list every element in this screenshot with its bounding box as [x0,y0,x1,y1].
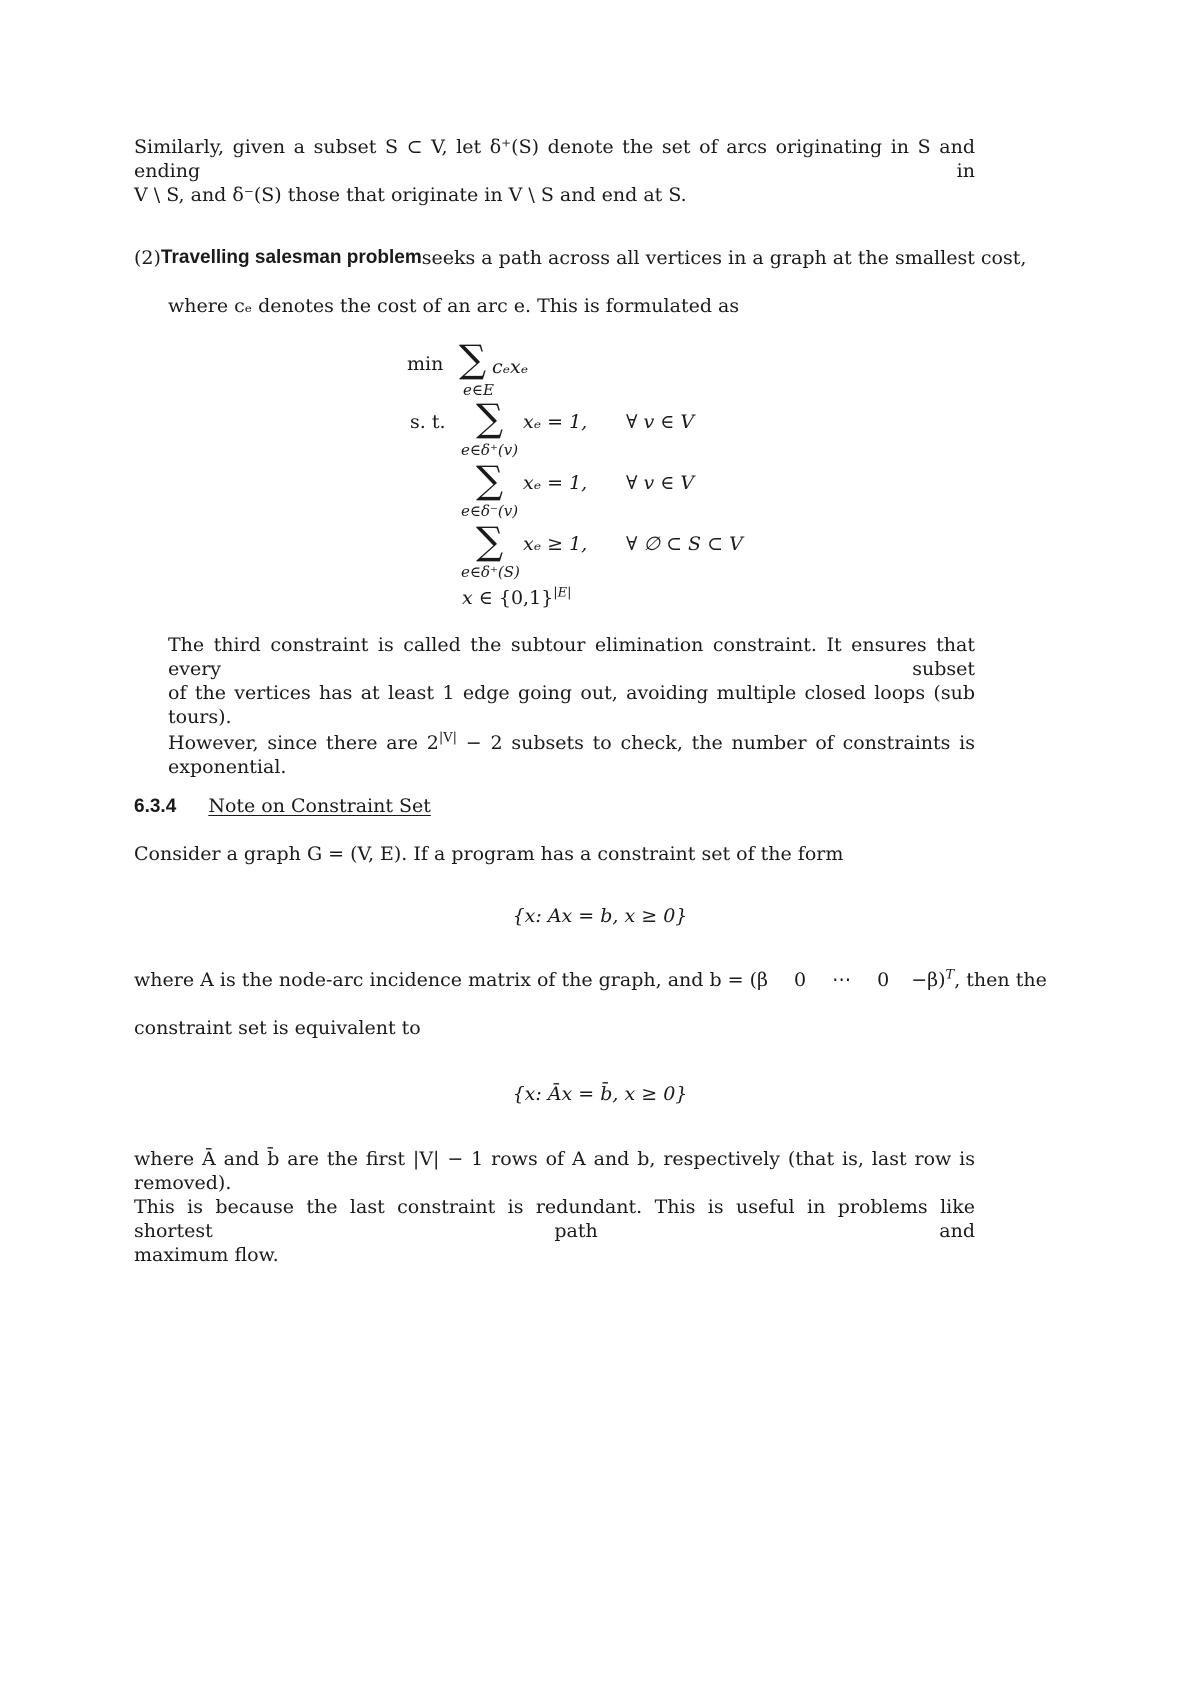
para2-line1: The third constraint is called the subtour elimination constraint. It ensures that every subset [168,634,975,680]
tsp-line1-rest: seeks a path across all vertices in a graph at the smallest cost, [421,247,1027,269]
para2-line2: of the vertices has at least 1 edge going out, avoiding multiple closed loops (sub tours). [168,682,975,728]
para4-line1-end: , then the [954,969,1047,991]
para5-line2: This is because the last constraint is redundant. This is useful in problems like shortest path and [134,1196,975,1242]
para2-line3: However, since there are $2^{|V|} - 2$ subsets to check, the number of constraints is exponential. [168,730,976,778]
equation-constraint-set: {x: Ax = b, x ≥ 0} [512,905,688,927]
c3-subscript: e∈δ⁺(S) [461,563,520,581]
c2-expr: xₑ = 1, [523,472,588,494]
c2-subscript: e∈δ⁻(v) [461,502,519,520]
min-label: min [407,353,444,375]
c1-subscript: e∈δ⁺(v) [461,441,519,459]
vector-entry-0: 0 [794,969,807,991]
c3-quantifier: ∀ ∅ ⊂ S ⊂ V [626,533,743,555]
tsp-term: Travelling salesman problem [160,247,422,268]
para4-line1-start: where A is the node-arc incidence matrix of the graph, and b = (β [134,969,769,991]
sum-symbol-c1: ∑ [476,396,504,440]
para1-line1: Similarly, given a subset S ⊂ V, let δ⁺(S) denote the set of arcs originating in S and ending in [134,136,975,182]
para3-line1: Consider a graph G = (V, E). If a program has a constraint set of the form [134,843,844,865]
tsp-number: (2) [134,247,161,269]
tsp-line1 [134,246,1027,270]
para4-line2: constraint set is equivalent to [134,1017,421,1039]
vector-entry-0b: 0 [877,969,890,991]
para1-line2: V \ S, and δ⁻(S) those that originate in V \ S and end at S. [134,184,687,206]
para5-line1: where Ā and b̄ are the first |V| − 1 rows of A and b, respectively (that is, last row is removed). [134,1148,975,1194]
sum-symbol-c3: ∑ [476,519,504,563]
c1-quantifier: ∀ v ∈ V [626,411,695,433]
section-number: 6.3.4 [134,796,177,817]
sum-symbol-objective: ∑ [459,337,487,381]
c2-quantifier: ∀ v ∈ V [626,472,695,494]
para4-line1: where A is the node-arc incidence matrix of the graph, and b = (β 0 ⋯ 0 −β)$^T$, then the [134,967,1047,991]
vector-entry-dots: ⋯ [832,969,852,991]
st-label: s. t. [410,411,446,433]
domain-constraint: x ∈ $\{0,1\}^{|E|}$ [462,585,572,609]
section-title: Note on Constraint Set [208,795,431,817]
objective-subscript: e∈E [463,381,494,399]
para5-line3: maximum flow. [134,1244,279,1266]
section-heading [134,794,431,819]
c1-expr: xₑ = 1, [523,411,588,433]
objective-expr: cₑxₑ [492,356,529,378]
vector-entry-neg-beta: −β) [911,969,946,991]
c3-expr: xₑ ≥ 1, [523,533,588,555]
tsp-line2: where cₑ denotes the cost of an arc e. This is formulated as [168,295,740,317]
equation-reduced-constraint-set: {x: Āx = b̄, x ≥ 0} [512,1083,688,1105]
sum-symbol-c2: ∑ [476,458,504,502]
